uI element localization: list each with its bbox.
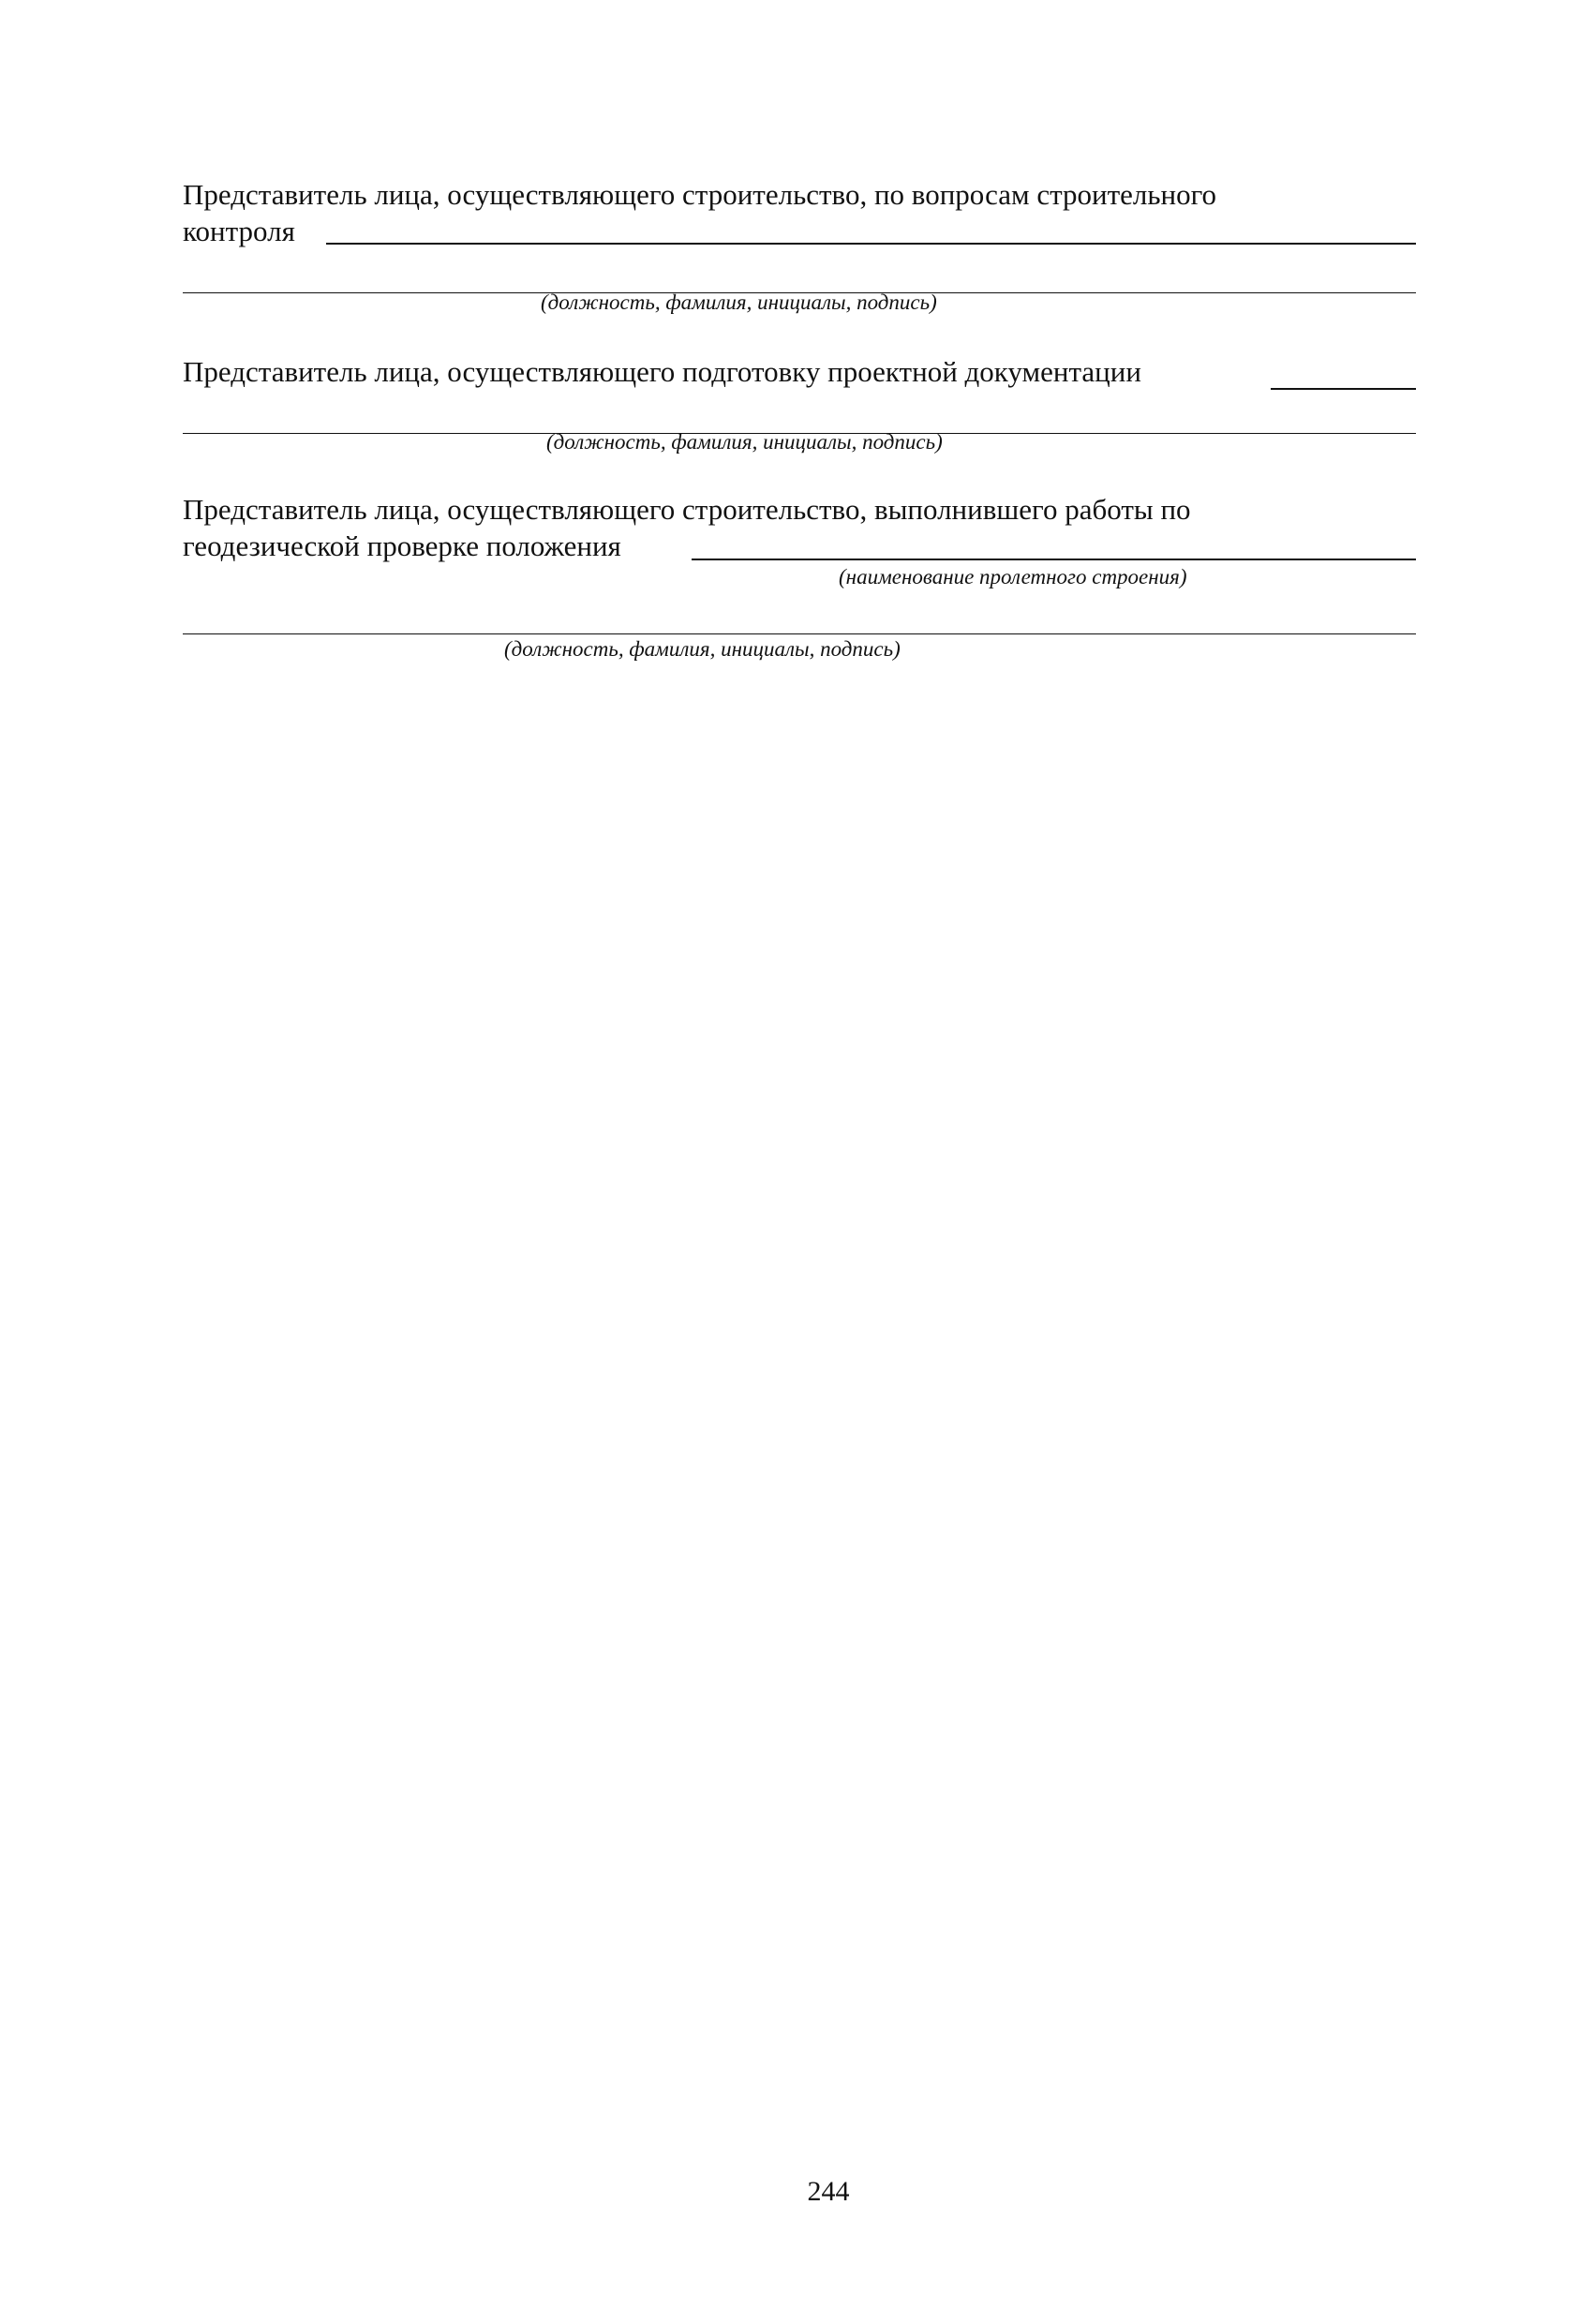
block3-fill-line[interactable]	[692, 559, 1416, 560]
block2-text-line1: Представитель лица, осуществляющего подготовку проектной документации	[183, 355, 1141, 388]
block1-fill-line[interactable]	[326, 243, 1416, 245]
block3-signature-line[interactable]	[183, 633, 1416, 634]
block3-fill-caption: (наименование пролетного строения)	[839, 565, 1187, 588]
block1-signature-caption: (должность, фамилия, инициалы, подпись)	[541, 290, 937, 314]
block3-text-line2: геодезической проверке положения	[183, 529, 621, 562]
block3-text-line1: Представитель лица, осуществляющего строительство, выполнившего работы по	[183, 493, 1191, 526]
page-number: 244	[807, 2176, 850, 2207]
block2-signature-caption: (должность, фамилия, инициалы, подпись)	[546, 430, 943, 454]
block1-text-line1: Представитель лица, осуществляющего строительство, по вопросам строительного	[183, 178, 1217, 211]
block3-signature-caption: (должность, фамилия, инициалы, подпись)	[504, 637, 901, 661]
block1-text-line2: контроля	[183, 215, 295, 247]
block2-fill-line[interactable]	[1271, 388, 1416, 390]
